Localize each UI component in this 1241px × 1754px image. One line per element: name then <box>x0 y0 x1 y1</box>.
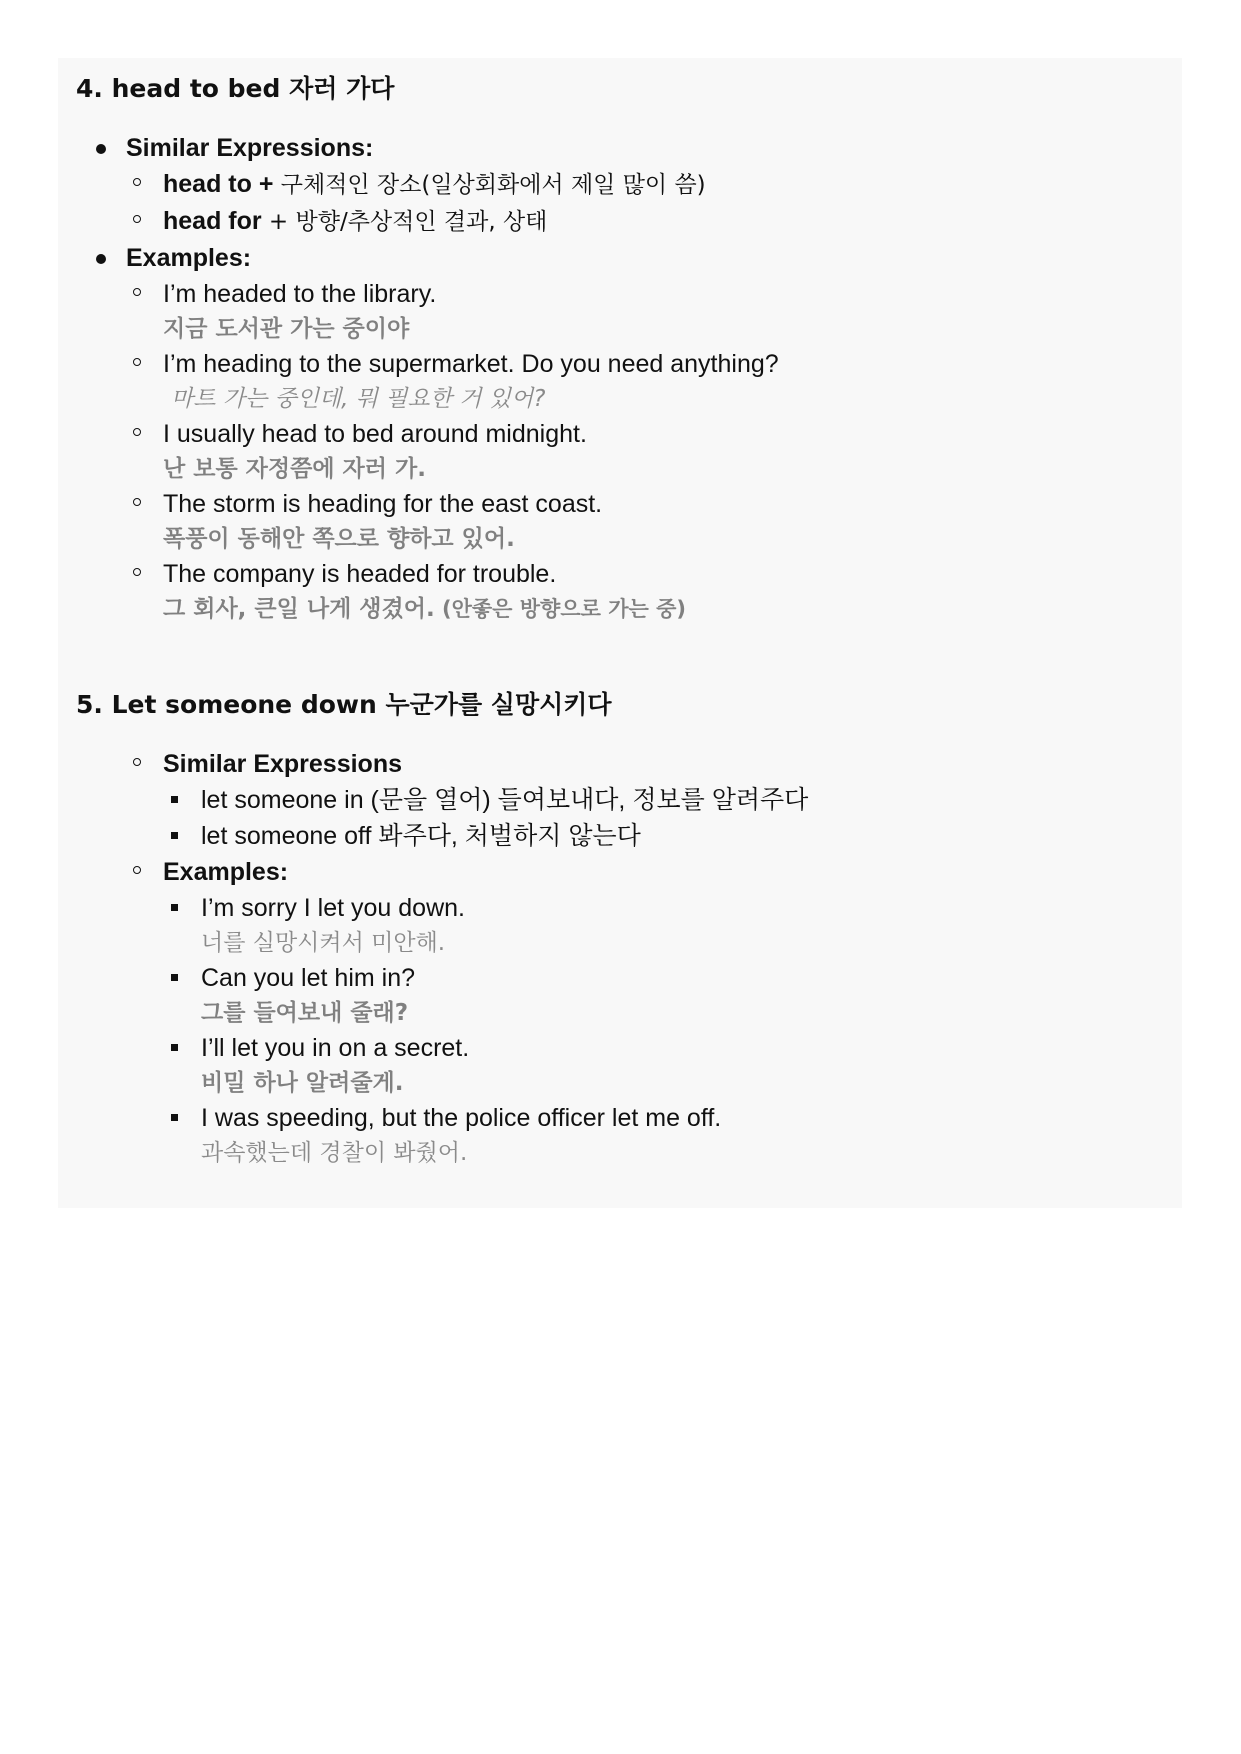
bullet-circle-icon <box>133 288 141 296</box>
bullet-circle-icon <box>133 215 141 223</box>
section-4-title: 4. head to bed 자러 가다 <box>76 74 395 103</box>
examples-heading-4: Examples: <box>76 240 1182 276</box>
similar-expression-item: head to + 구체적인 장소(일상회화에서 제일 많이 씀) <box>76 166 1182 203</box>
bullet-square-icon <box>171 904 178 911</box>
bullet-circle-icon <box>133 498 141 506</box>
similar-expressions-heading-5: Similar Expressions <box>76 746 1182 782</box>
bullet-circle-icon <box>133 758 141 766</box>
bullet-square-icon <box>171 832 178 839</box>
bullet-circle-icon <box>133 178 141 186</box>
similar-expression-item: let someone off 봐주다, 처벌하지 않는다 <box>76 818 1182 854</box>
bullet-circle-icon <box>133 358 141 366</box>
similar-expression-item: head for + 방향/추상적인 결과, 상태 <box>76 203 1182 240</box>
bullet-circle-icon <box>133 428 141 436</box>
section-5-title: 5. Let someone down 누군가를 실망시키다 <box>76 690 612 719</box>
example-note: (안좋은 방향으로 가는 중) <box>434 597 686 621</box>
example-item: I’m sorry I let you down. 너를 실망시켜서 미안해. <box>76 890 1182 960</box>
example-item: I usually head to bed around midnight. 난 보통 자정쯤에 자러 가. <box>76 416 1182 486</box>
example-item: The storm is heading for the east coast. 폭풍이 동해안 쪽으로 향하고 있어. <box>76 486 1182 556</box>
example-item: I was speeding, but the police officer let me off. 과속했는데 경찰이 봐줬어. <box>76 1100 1182 1170</box>
bullet-square-icon <box>171 1114 178 1121</box>
bullet-circle-icon <box>133 568 141 576</box>
examples-heading-5: Examples: <box>76 854 1182 890</box>
example-item: I’ll let you in on a secret. 비밀 하나 알려줄게. <box>76 1030 1182 1100</box>
bullet-disc-icon <box>96 254 106 264</box>
example-item: The company is headed for trouble. 그 회사, 큰일 나게 생겼어. (안좋은 방향으로 가는 중) <box>76 556 1182 626</box>
example-item: Can you let him in? 그를 들여보내 줄래? <box>76 960 1182 1030</box>
bullet-disc-icon <box>96 144 106 154</box>
similar-expressions-heading-4: Similar Expressions: <box>76 130 1182 166</box>
example-item: I’m headed to the library. 지금 도서관 가는 중이야 <box>76 276 1182 346</box>
bullet-square-icon <box>171 1044 178 1051</box>
document-panel <box>58 58 1182 1208</box>
bullet-circle-icon <box>133 866 141 874</box>
bullet-square-icon <box>171 974 178 981</box>
example-item: I’m heading to the supermarket. Do you need anything? 마트 가는 중인데, 뭐 필요한 거 있어? <box>76 346 1182 416</box>
bullet-square-icon <box>171 796 178 803</box>
similar-expression-item: let someone in (문을 열어) 들여보내다, 정보를 알려주다 <box>76 782 1182 818</box>
